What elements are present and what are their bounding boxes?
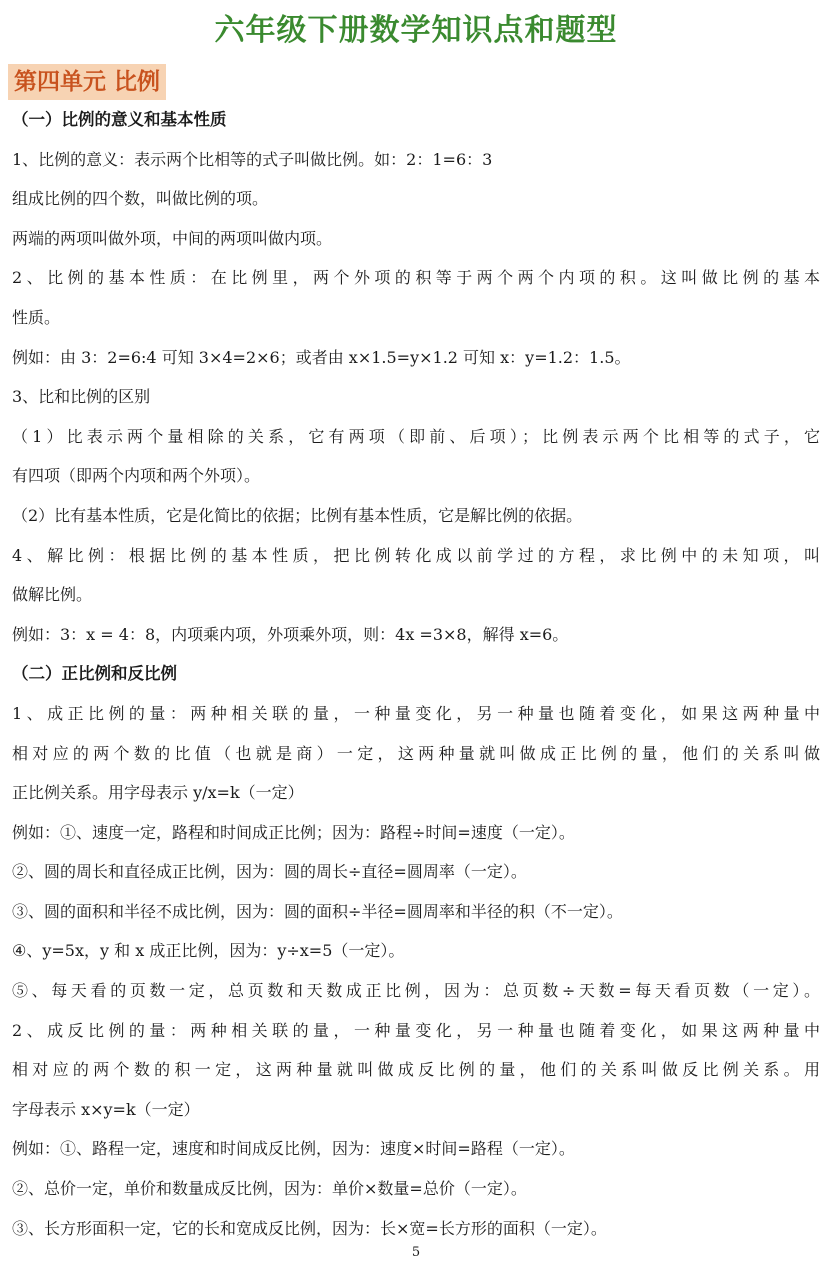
- text-line: 组成比例的四个数，叫做比例的项。: [12, 189, 269, 209]
- text-line: 1、成正比例的量：两种相关联的量，一种量变化，另一种量也随着变化，如果这两种量中: [12, 703, 820, 723]
- text-line: ②、圆的周长和直径成正比例，因为：圆的周长÷直径=圆周率（一定）。: [12, 862, 527, 882]
- text-line: 例如：①、路程一定，速度和时间成反比例，因为：速度×时间=路程（一定）。: [12, 1139, 575, 1159]
- text-line: 4、解比例：根据比例的基本性质，把比例转化成以前学过的方程，求比例中的未知项，叫: [12, 545, 820, 565]
- text-line: 正比例关系。用字母表示 y/x=k（一定）: [12, 783, 304, 803]
- text-line: ②、总价一定，单价和数量成反比例，因为：单价×数量=总价（一定）。: [12, 1179, 527, 1199]
- text-line: 字母表示 x×y=k（一定）: [12, 1099, 200, 1119]
- text-line: 两端的两项叫做外项，中间的两项叫做内项。: [12, 228, 333, 248]
- text-line: ③、长方形面积一定，它的长和宽成反比例，因为：长×宽=长方形的面积（一定）。: [12, 1218, 607, 1238]
- text-line: 3、比和比例的区别: [12, 387, 151, 407]
- unit-heading: 第四单元 比例: [8, 64, 166, 100]
- section-heading: （一）比例的意义和基本性质: [12, 110, 227, 129]
- section-heading: （二）正比例和反比例: [12, 664, 177, 684]
- text-line: 1、比例的意义：表示两个比相等的式子叫做比例。如：2：1=6：3: [12, 149, 493, 169]
- text-line: ③、圆的面积和半径不成比例，因为：圆的面积÷半径=圆周率和半径的积（不一定）。: [12, 901, 623, 921]
- text-line: 性质。: [12, 307, 61, 327]
- text-line: 做解比例。: [12, 585, 93, 605]
- text-line: ⑤、每天看的页数一定，总页数和天数成正比例，因为：总页数÷天数=每天看页数（一定）。: [12, 981, 820, 1001]
- text-line: 例如：①、速度一定，路程和时间成正比例；因为：路程÷时间=速度（一定）。: [12, 822, 575, 842]
- text-line: 2、比例的基本性质：在比例里，两个外项的积等于两个两个内项的积。这叫做比例的基本: [12, 268, 820, 288]
- text-line: 相对应的两个数的积一定，这两种量就叫做成反比例的量，他们的关系叫做反比例关系。用: [12, 1060, 820, 1080]
- text-line: （2）比有基本性质，它是化简比的依据；比例有基本性质，它是解比例的依据。: [12, 505, 583, 525]
- text-line: 有四项（即两个内项和两个外项）。: [12, 466, 261, 486]
- text-line: （1）比表示两个量相除的关系，它有两项（即前、后项）；比例表示两个比相等的式子，它: [12, 426, 820, 446]
- text-line: 2、成反比例的量：两种相关联的量，一种量变化，另一种量也随着变化，如果这两种量中: [12, 1020, 820, 1040]
- text-line: 例如：由 3：2=6:4 可知 3×4=2×6；或者由 x×1.5=y×1.2 可知 x：y=1.2：1.5。: [12, 347, 631, 367]
- text-line: 例如：3：x = 4：8，内项乘内项，外项乘外项，则：4x =3×8，解得 x=6。: [12, 624, 569, 644]
- page-title: 六年级下册数学知识点和题型: [214, 13, 618, 48]
- document-body: [12, 100, 820, 1248]
- text-line: 相对应的两个数的比值（也就是商）一定，这两种量就叫做成正比例的量，他们的关系叫做: [12, 743, 820, 763]
- text-line: ④、y=5x，y 和 x 成正比例，因为：y÷x=5（一定）。: [12, 941, 405, 961]
- page-number: 5: [411, 1245, 421, 1260]
